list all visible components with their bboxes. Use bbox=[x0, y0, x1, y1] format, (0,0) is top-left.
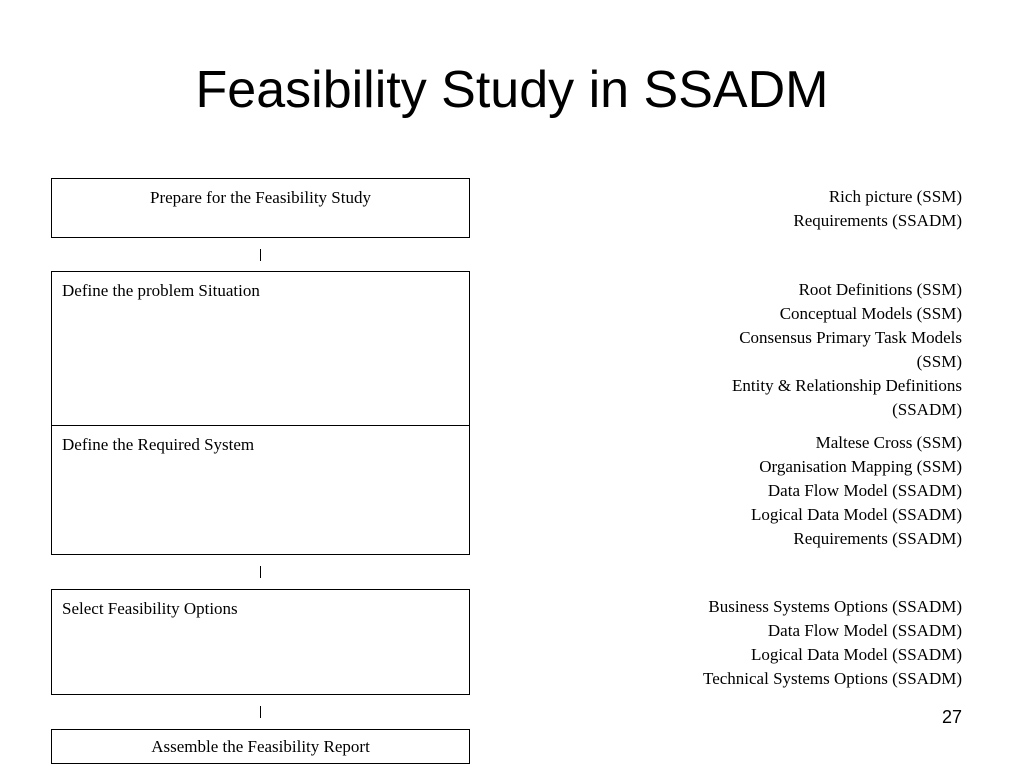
note-line: (SSADM) bbox=[892, 400, 962, 419]
technique-note-select-options bbox=[622, 595, 962, 691]
step-box-prepare bbox=[51, 178, 470, 238]
note-line: Entity & Relationship Definitions bbox=[732, 376, 962, 395]
step-box-define-problem bbox=[51, 271, 470, 426]
connector-line bbox=[260, 566, 261, 578]
step-label: Assemble the Feasibility Report bbox=[151, 737, 370, 756]
connector-line bbox=[260, 706, 261, 718]
connector-line bbox=[260, 249, 261, 261]
slide-title: Feasibility Study in SSADM bbox=[195, 61, 829, 119]
note-line: Data Flow Model (SSADM) bbox=[767, 621, 962, 640]
step-label: Define the problem Situation bbox=[62, 281, 260, 300]
technique-note-prepare bbox=[622, 185, 962, 233]
note-line: Logical Data Model (SSADM) bbox=[750, 645, 962, 664]
note-line: Rich picture (SSM) bbox=[828, 187, 962, 206]
step-box-define-required bbox=[51, 425, 470, 555]
step-box-assemble-report bbox=[51, 729, 470, 764]
step-label: Prepare for the Feasibility Study bbox=[150, 188, 371, 207]
step-label: Select Feasibility Options bbox=[62, 599, 238, 618]
note-line: Consensus Primary Task Models bbox=[739, 328, 962, 347]
technique-note-define-problem bbox=[622, 278, 962, 422]
note-line: Requirements (SSADM) bbox=[793, 211, 962, 230]
page-number: 27 bbox=[941, 707, 962, 727]
step-box-select-options bbox=[51, 589, 470, 695]
note-line: Maltese Cross (SSM) bbox=[815, 433, 962, 452]
note-line: Technical Systems Options (SSADM) bbox=[703, 669, 962, 688]
note-line: Data Flow Model (SSADM) bbox=[767, 481, 962, 500]
technique-note-define-required bbox=[622, 431, 962, 551]
note-line: Business Systems Options (SSADM) bbox=[708, 597, 962, 616]
note-line: Root Definitions (SSM) bbox=[798, 280, 962, 299]
note-line: Conceptual Models (SSM) bbox=[779, 304, 962, 323]
step-label: Define the Required System bbox=[62, 435, 255, 454]
note-line: Organisation Mapping (SSM) bbox=[759, 457, 962, 476]
note-line: (SSM) bbox=[916, 352, 962, 371]
note-line: Requirements (SSADM) bbox=[793, 529, 962, 548]
note-line: Logical Data Model (SSADM) bbox=[750, 505, 962, 524]
